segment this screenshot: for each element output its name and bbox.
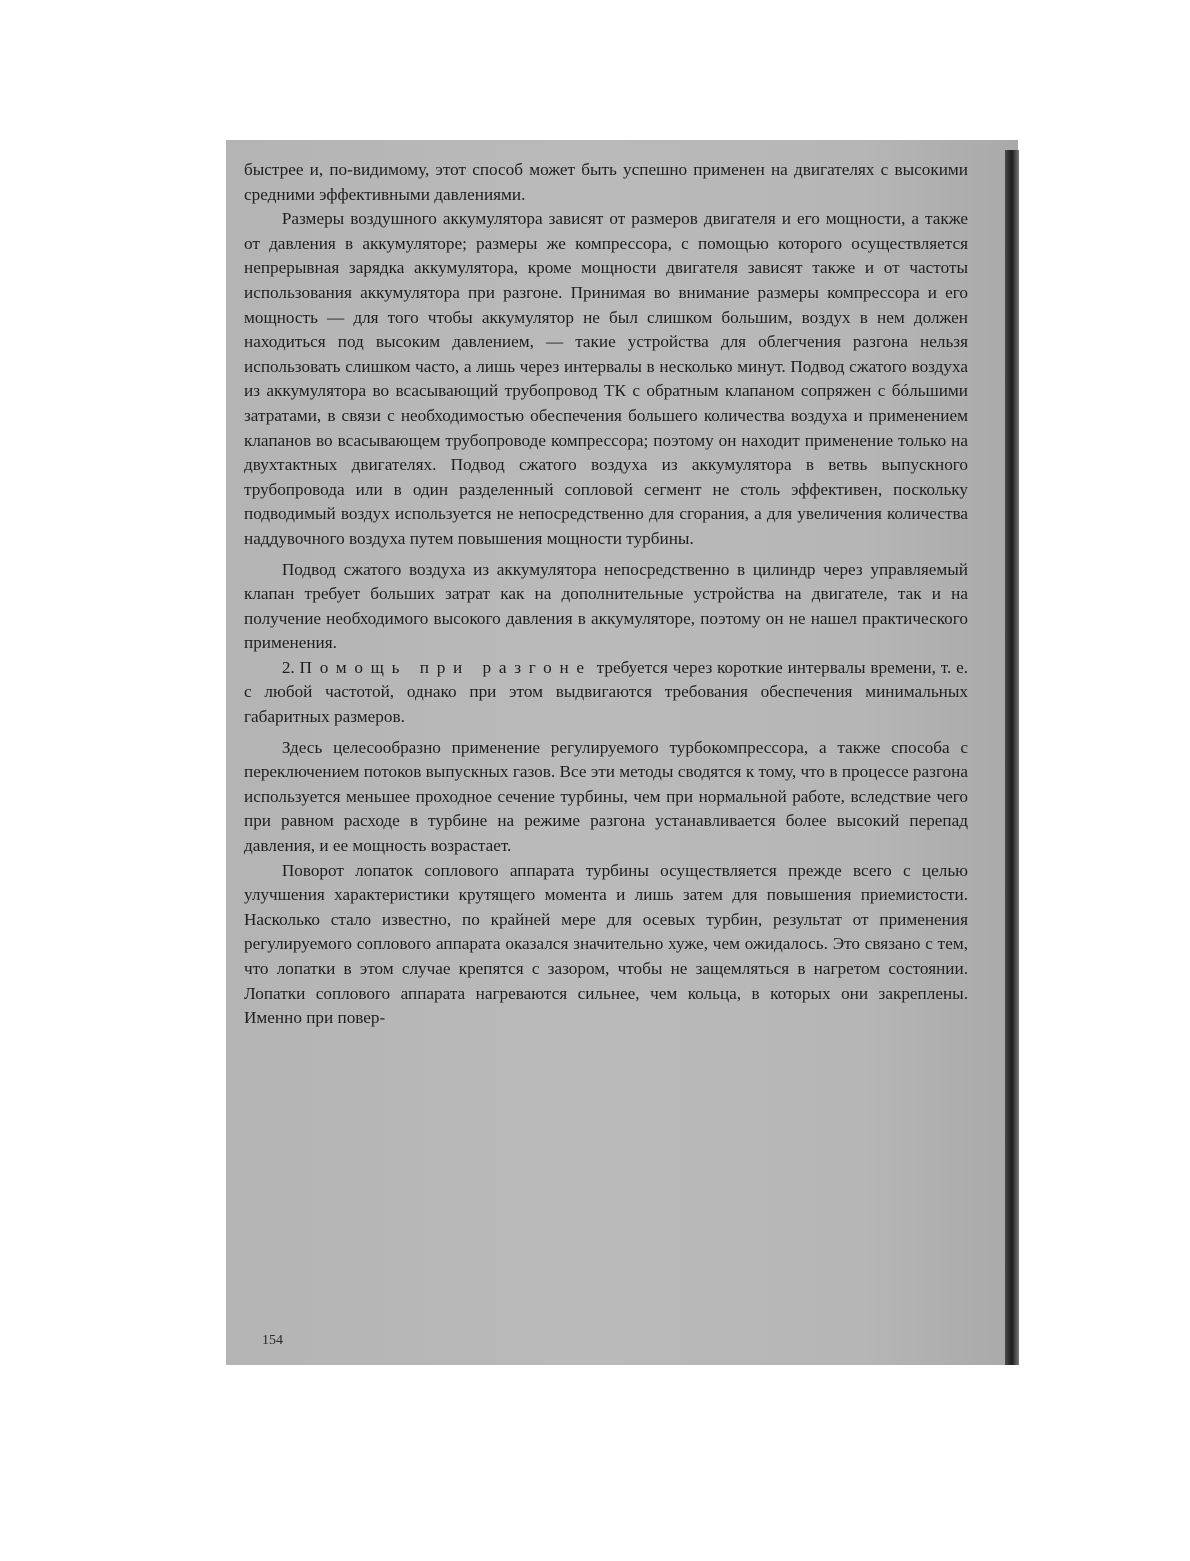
page-body: [244, 158, 968, 1031]
book-binding-shadow: [1005, 150, 1019, 1365]
paragraph-continuation: быстрее и, по-видимому, этот способ может быть успешно применен на двигателях с высокими средними эффективными давлениями.: [244, 160, 968, 204]
item-text: требуется через короткие интервалы времени, т. е. с любой частотой, однако при этом выдвигаются требования обеспечения минимальных габаритных размеров.: [244, 657, 968, 727]
page-number: 154: [262, 1333, 283, 1348]
paragraph-cylinder-supply: Подвод сжатого воздуха из аккумулятора непосредственно в цилиндр через управляемый клапан требует больших затрат как на дополнительные устройства на двигателе, так и на получение необходимого высокого давления в аккумуляторе, поэтому он не нашел практического применения.: [244, 559, 968, 653]
paragraph-nozzle-vanes: Поворот лопаток соплового аппарата турбины осуществляется прежде всего с целью улучшения характеристики крутящего момента и лишь затем для повышения приемистости. Насколько стало известно, по крайней мере для осевых турбин, результат от применения регулируемого соплового аппарата оказался значительно хуже, чем ожидалось. Это связано с тем, что лопатки в этом случае крепятся с зазором, чтобы не защемляться в нагретом состоянии. Лопатки соплового аппарата нагреваются сильнее, чем кольца, в которых они закреплены. Именно при повер-: [244, 860, 968, 1028]
item-heading: Помощь при разгоне: [299, 657, 592, 677]
item-number: 2.: [281, 657, 295, 677]
paragraph-regulated-turbocharger: Здесь целесообразно применение регулируемого турбокомпрессора, а также способа с переключением потоков выпускных газов. Все эти методы сводятся к тому, что в процессе разгона используется меньшее проходное сечение турбины, чем при нормальной работе, вследствие чего при равном расходе в турбине на режиме разгона устанавливается более высокий перепад давления, и ее мощность возрастает.: [244, 737, 968, 856]
paragraph-item-2: [244, 656, 968, 730]
paragraph-accumulator-size: Размеры воздушного аккумулятора зависят от размеров двигателя и его мощности, а также от давления в аккумуляторе; размеры же компрессора, с помощью которого осуществляется непрерывная зарядка аккумулятора, кроме мощности двигателя зависят также и от частоты использования аккумулятора при разгоне. Принимая во внимание размеры компрессора и его мощность — для того чтобы аккумулятор не был слишком большим, воздух в нем должен находиться под высоким давлением, — такие устройства для облегчения разгона нельзя использовать слишком часто, а лишь через интервалы в несколько минут. Подвод сжатого воздуха из аккумулятора во всасывающий трубопровод ТК с обратным клапаном сопряжен с бóльшими затратами, в связи с необходимостью обеспечения большего количества воздуха и применением клапанов во всасывающем трубопроводе компрессора; поэтому он находит применение только на двухтактных двигателях. Подвод сжатого воздуха из аккумулятора в ветвь выпускного трубопровода или в один разделенный сопловой сегмент не столь эффективен, поскольку подводимый воздух используется не непосредственно для сгорания, а для увеличения количества наддувочного воздуха путем повышения мощности турбины.: [244, 209, 968, 548]
